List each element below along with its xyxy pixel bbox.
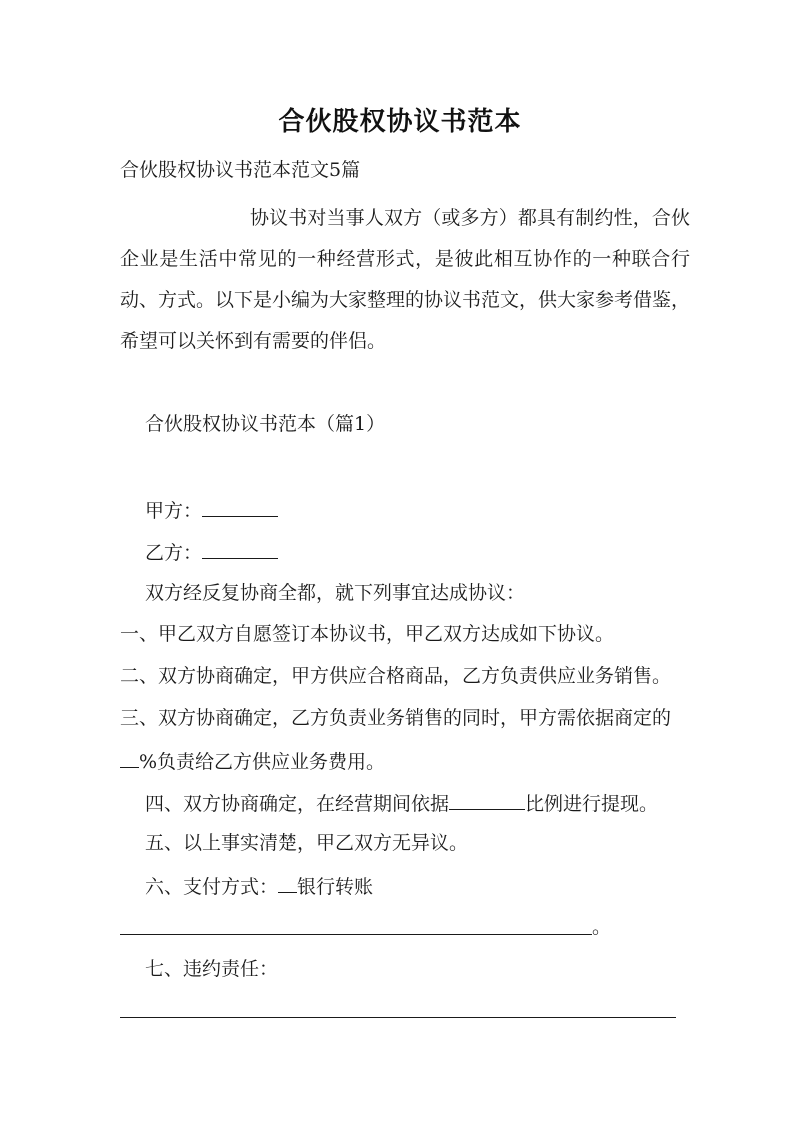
clause-1: 一、甲乙双方自愿签订本协议书，甲乙双方达成如下协议。 [120, 623, 615, 645]
clause-6-method: 银行转账 [297, 876, 374, 898]
clause-6-label: 六、支付方式： [145, 876, 279, 898]
clause-4-text-a: 四、双方协商确定，在经营期间依据 [145, 793, 450, 815]
clause-2: 二、双方协商确定，甲方供应合格商品，乙方负责供应业务销售。 [120, 665, 672, 687]
party-b-blank [202, 539, 278, 559]
clause-3-text: %负责给乙方供应业务费用。 [139, 751, 386, 773]
clause-6-fill-rule [120, 934, 592, 935]
document-subtitle: 合伙股权协议书范本范文5篇 [120, 159, 361, 181]
party-a-line [145, 497, 278, 523]
clause-5: 五、以上事实清楚，甲乙双方无异议。 [145, 832, 469, 854]
party-b-line [145, 539, 278, 565]
party-a-label: 甲方： [145, 500, 203, 522]
clause-3-line-2 [120, 748, 385, 774]
party-b-label: 乙方： [145, 542, 203, 564]
clause-6-blank [278, 873, 297, 893]
clause-3-percent-blank [120, 748, 139, 768]
clause-7-fill-rule [120, 1017, 676, 1018]
clause-6 [145, 873, 373, 899]
section-heading: 合伙股权协议书范本（篇1） [145, 413, 386, 435]
clause-4 [145, 790, 658, 816]
party-a-blank [202, 497, 278, 517]
clause-6-end-mark: 。 [592, 916, 612, 938]
clause-4-text-b: 比例进行提现。 [525, 793, 659, 815]
clause-7: 七、违约责任： [145, 958, 279, 980]
clause-3-line-1: 三、双方协商确定，乙方负责业务销售的同时，甲方需依据商定的 [120, 707, 672, 729]
clause-4-blank [449, 790, 525, 810]
document-title: 合伙股权协议书范本 [278, 107, 522, 137]
intro-paragraph: 协议书对当事人双方（或多方）都具有制约性，合伙企业是生活中常见的一种经营形式，是彼此相互协作的一种联合行动、方式。以下是小编为大家整理的协议书范文，供大家参考借鉴，希望可以关怀到有需要的伴侣。 [120, 207, 691, 352]
agreement-lead: 双方经反复协商全都，就下列事宜达成协议： [145, 582, 526, 604]
